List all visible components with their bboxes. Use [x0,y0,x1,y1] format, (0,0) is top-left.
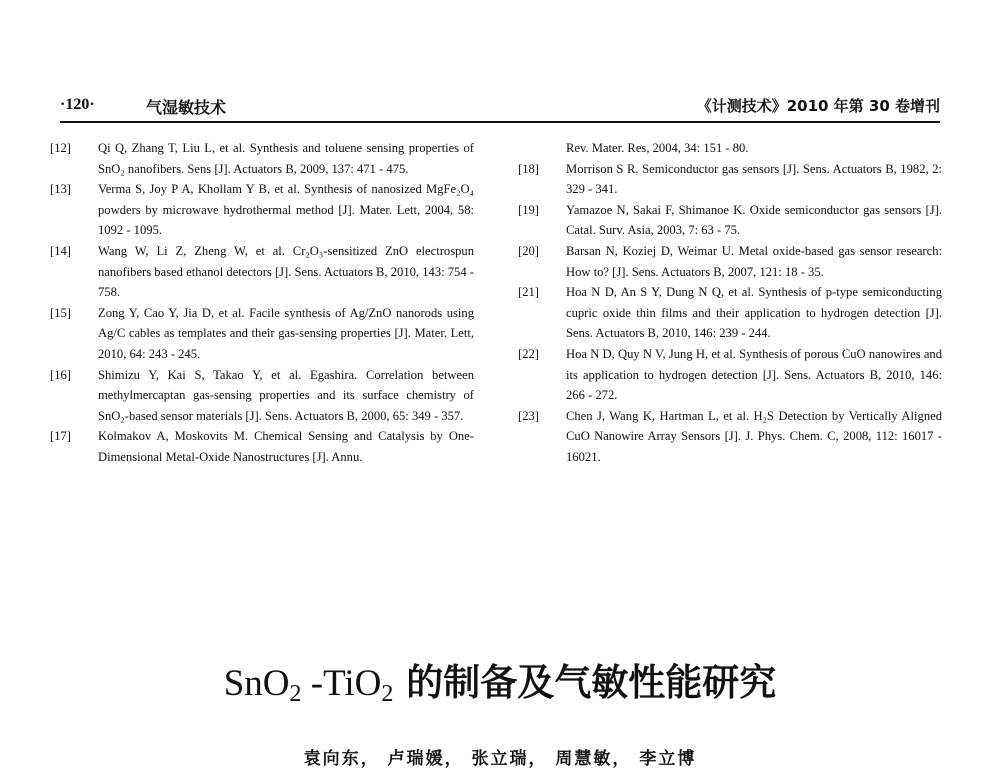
reference-number: [12] [50,141,71,155]
reference-text: Verma S, Joy P A, Khollam Y B, et al. Synthesis of nanosized MgFe₂O₄ powders by microwave hydrothermal method [J]. Mater. Lett, 2004, 58: 1092 - 1095. [98,182,474,238]
reference-item [518,344,942,406]
reference-item [50,365,474,427]
reference-text: Chen J, Wang K, Hartman L, et al. H₂S Detection by Vertically Aligned CuO Nanowire Array Sensors [J]. J. Phys. Chem. C, 2008, 112: 16017 - 16021. [566,408,942,464]
reference-text: Morrison S R. Semiconductor gas sensors [J]. Sens. Actuators B, 1982, 2: 329 - 341. [566,161,942,197]
reference-text: Hoa N D, Quy N V, Jung H, et al. Synthesis of porous CuO nanowires and its application to hydrogen detection [J]. Sens. Actuators B, 2010, 146: 266 - 272. [566,346,942,403]
reference-item [518,159,942,200]
reference-text: Kolmakov A, Moskovits M. Chemical Sensing and Catalysis by One-Dimensional Metal-Oxide Nanostructures [J]. Annu. [98,429,474,464]
page-header [60,92,940,122]
reference-item [50,241,474,303]
reference-number: [15] [50,305,71,320]
reference-number: [19] [518,202,539,217]
reference-number: [22] [518,346,539,361]
reference-item [518,200,942,241]
journal-issue: 《计测技术》2010 年第 30 卷增刊 [696,97,940,115]
reference-item [518,406,942,468]
reference-item [50,426,474,467]
title-text: 的制备及气敏性能研究 [393,661,777,704]
reference-item [518,241,942,282]
header-rule [60,121,940,123]
reference-text: Zong Y, Cao Y, Jia D, et al. Facile synthesis of Ag/ZnO nanorods using Ag/C cables as templates and their gas-sensing properties [J]. Mater. Lett, 2010, 64: 243 - 245. [98,305,474,361]
reference-number: [21] [518,285,539,300]
reference-number: [17] [50,429,71,444]
title-formula-part: SnO [223,663,290,704]
reference-number: [23] [518,408,539,423]
article-title [0,660,1000,707]
reference-item [50,179,474,241]
page-number: ·120· [60,96,95,113]
reference-number: [18] [518,161,539,176]
references-left-column [50,138,474,468]
reference-number: [13] [50,182,71,197]
title-subscript: 2 [381,681,394,707]
title-formula-part: -TiO [301,663,382,704]
reference-item [50,303,474,365]
reference-continuation: Rev. Mater. Res, 2004, 34: 151 - 80. [566,141,749,155]
reference-item [518,282,942,344]
reference-text: Hoa N D, An S Y, Dung N Q, et al. Synthesis of p-type semiconducting cupric oxide thin films and their application to hydrogen detection [J]. Sens. Actuators B, 2010, 146: 239 - 244. [566,285,942,341]
reference-number: [20] [518,243,539,258]
reference-item [50,138,474,179]
reference-text: Wang W, Li Z, Zheng W, et al. Cr₂O₃-sensitized ZnO electrospun nanofibers based ethanol detectors [J]. Sens. Actuators B, 2010, 143: 754 - 758. [98,243,474,300]
reference-number: [14] [50,243,71,258]
reference-text: Barsan N, Koziej D, Weimar U. Metal oxide-based gas sensor research: How to? [J]. Sens. Actuators B, 2007, 121: 18 - 35. [566,243,942,279]
section-name: 气湿敏技术 [146,98,227,117]
reference-text: Qi Q, Zhang T, Liu L, et al. Synthesis and toluene sensing properties of SnO₂ nanofibers. Sens [J]. Actuators B, 2009, 137: 471 - 475. [98,141,474,176]
reference-number: [16] [50,367,71,382]
references-right-column [518,138,942,468]
reference-text: Yamazoe N, Sakai F, Shimanoe K. Oxide semiconductor gas sensors [J]. Catal. Surv. Asia, 2003, 7: 63 - 75. [566,202,942,238]
reference-text: Shimizu Y, Kai S, Takao Y, et al. Egashira. Correlation between methylmercaptan gas-sensing properties and its surface chemistry of SnO₂-based sensor materials [J]. Sens. Actuators B, 2000, 65: 349 - 357. [98,367,474,423]
title-subscript: 2 [289,681,302,707]
article-authors: 袁向东， 卢瑞媛， 张立瑞， 周慧敏， 李立博 [303,749,697,769]
